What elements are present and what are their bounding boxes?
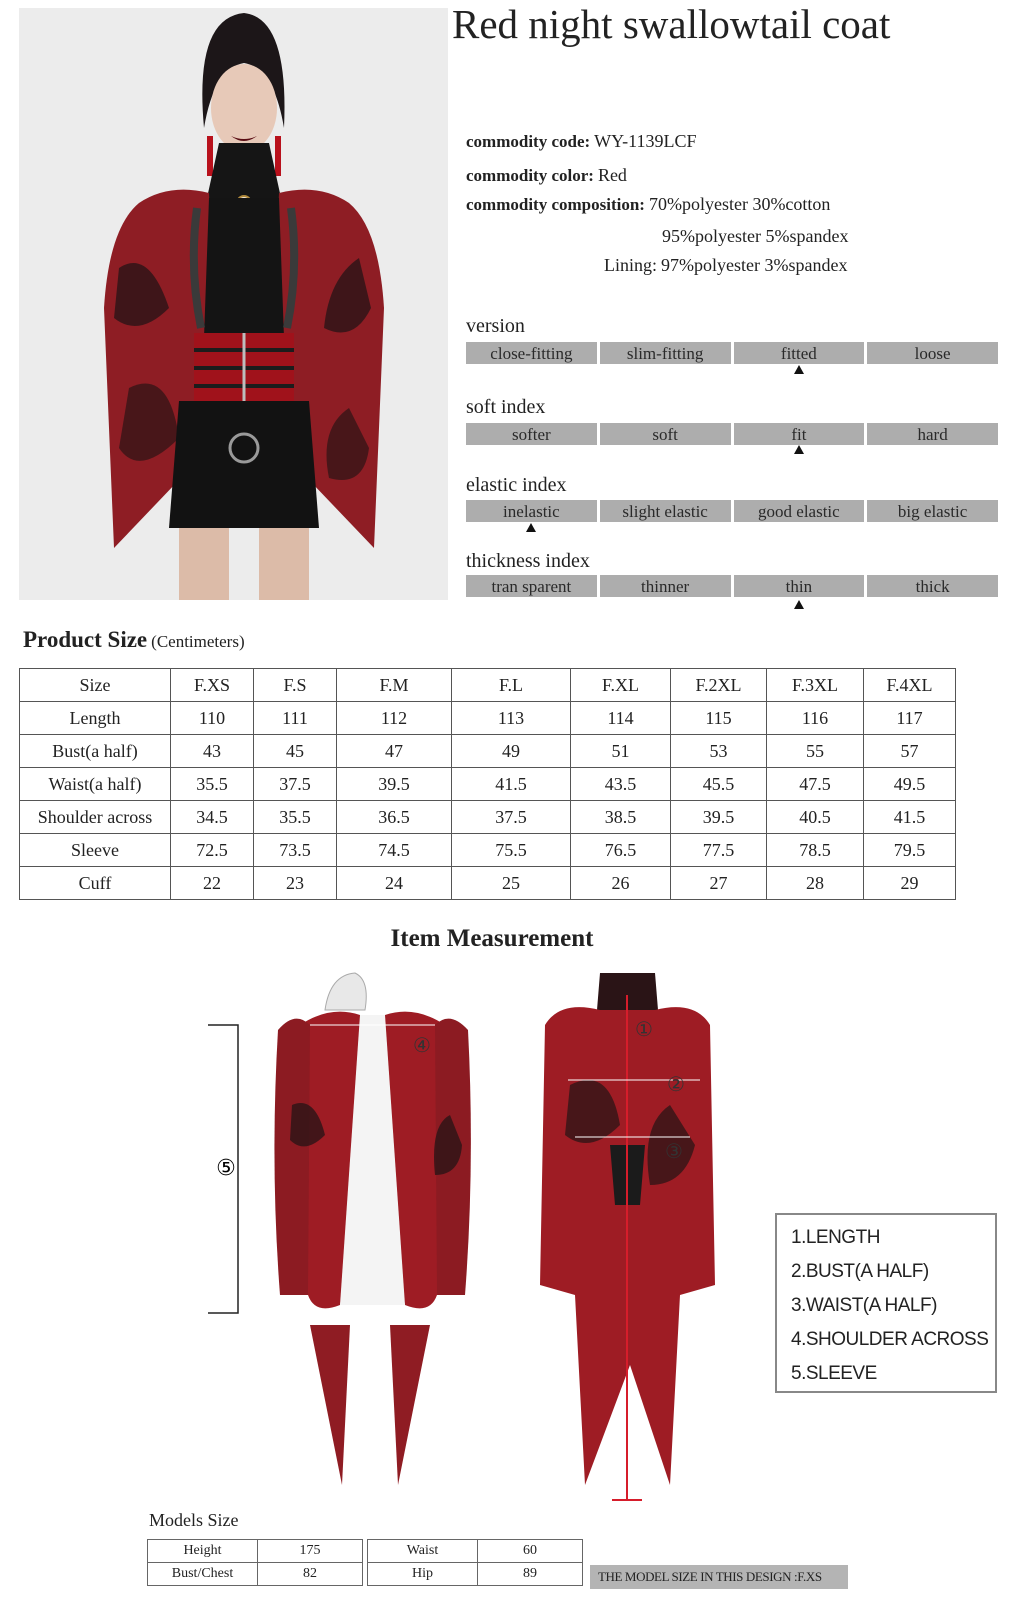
table-row [20, 834, 956, 867]
table-cell: 45.5 [671, 768, 767, 801]
product-title: Red night swallowtail coat [452, 1, 891, 47]
table-cell: 74.5 [337, 834, 452, 867]
composition-line2: 95%polyester 5%spandex [662, 226, 849, 246]
size-heading [23, 627, 245, 653]
table-cell: F.4XL [864, 669, 956, 702]
soft-option: softer [466, 423, 597, 445]
table-cell: F.2XL [671, 669, 767, 702]
table-cell: F.S [254, 669, 337, 702]
elastic-selected-marker [526, 523, 536, 532]
hip-value: 89 [478, 1563, 583, 1586]
version-title: version [466, 315, 525, 337]
elastic-title: elastic index [466, 474, 567, 496]
version-option: close-fitting [466, 342, 597, 364]
table-cell: 72.5 [171, 834, 254, 867]
table-cell: 35.5 [171, 768, 254, 801]
thickness-option: thick [867, 575, 998, 597]
table-row [20, 867, 956, 900]
table-cell: 53 [671, 735, 767, 768]
measurement-diagram [200, 965, 760, 1525]
table-cell: 110 [171, 702, 254, 735]
version-option: slim-fitting [600, 342, 731, 364]
row-label: Cuff [20, 867, 171, 900]
thickness-title: thickness index [466, 550, 590, 572]
table-cell: 49 [452, 735, 571, 768]
version-bar [466, 342, 998, 364]
thickness-selected-marker [794, 600, 804, 609]
elastic-option: good elastic [734, 500, 865, 522]
version-option: loose [867, 342, 998, 364]
legend-item: 1.LENGTH [791, 1227, 880, 1248]
row-label: Bust(a half) [20, 735, 171, 768]
size-heading-title: Product Size [23, 627, 148, 652]
table-row [20, 735, 956, 768]
marker-3: ③ [665, 1139, 683, 1163]
bust-label: Bust/Chest [148, 1563, 258, 1586]
table-row [20, 768, 956, 801]
table-row [148, 1563, 363, 1586]
row-label: Waist(a half) [20, 768, 171, 801]
table-cell: 41.5 [452, 768, 571, 801]
elastic-option: inelastic [466, 500, 597, 522]
soft-option: hard [867, 423, 998, 445]
color-row [466, 165, 627, 186]
table-cell: 34.5 [171, 801, 254, 834]
table-cell: 49.5 [864, 768, 956, 801]
row-label: Sleeve [20, 834, 171, 867]
table-cell: 37.5 [254, 768, 337, 801]
table-cell: F.L [452, 669, 571, 702]
marker-2: ② [667, 1072, 685, 1096]
table-cell: 37.5 [452, 801, 571, 834]
legend-item: 3.WAIST(A HALF) [791, 1295, 937, 1316]
table-cell: 116 [767, 702, 864, 735]
table-cell: 117 [864, 702, 956, 735]
lining-value: 97%polyester 3%spandex [661, 255, 848, 275]
table-cell: 114 [571, 702, 671, 735]
table-cell: 36.5 [337, 801, 452, 834]
size-heading-unit: (Centimeters) [151, 632, 245, 651]
table-cell: 25 [452, 867, 571, 900]
table-cell: 41.5 [864, 801, 956, 834]
composition-label: commodity composition: [466, 195, 645, 214]
table-cell: F.XS [171, 669, 254, 702]
table-cell: 27 [671, 867, 767, 900]
thickness-bar [466, 575, 998, 597]
table-cell: 78.5 [767, 834, 864, 867]
soft-option: soft [600, 423, 731, 445]
model-photo [19, 8, 448, 600]
lining-label: Lining: [604, 255, 657, 275]
model-size-note: THE MODEL SIZE IN THIS DESIGN :F.XS [590, 1565, 848, 1589]
row-label: Size [20, 669, 171, 702]
waist-label: Waist [368, 1540, 478, 1563]
elastic-option: slight elastic [600, 500, 731, 522]
legend-item: 2.BUST(A HALF) [791, 1261, 929, 1282]
table-cell: 79.5 [864, 834, 956, 867]
soft-selected-marker [794, 445, 804, 454]
table-cell: 40.5 [767, 801, 864, 834]
table-cell: 24 [337, 867, 452, 900]
marker-4: ④ [413, 1033, 431, 1057]
model-illustration [19, 8, 448, 600]
marker-5: ⑤ [216, 1156, 236, 1181]
table-cell: 43.5 [571, 768, 671, 801]
measurement-title: Item Measurement [390, 925, 594, 952]
color-value: Red [597, 165, 627, 185]
table-cell: F.XL [571, 669, 671, 702]
models-table-left [147, 1539, 363, 1586]
table-cell: 39.5 [671, 801, 767, 834]
table-row [368, 1563, 583, 1586]
table-cell: 51 [571, 735, 671, 768]
table-cell: F.3XL [767, 669, 864, 702]
table-cell: 55 [767, 735, 864, 768]
code-row [466, 131, 697, 152]
table-cell: 112 [337, 702, 452, 735]
composition-row [466, 194, 830, 215]
table-row [20, 702, 956, 735]
table-cell: 45 [254, 735, 337, 768]
table-cell: 73.5 [254, 834, 337, 867]
height-value: 175 [258, 1540, 363, 1563]
table-cell: 47 [337, 735, 452, 768]
version-option: fitted [734, 342, 865, 364]
table-cell: 28 [767, 867, 864, 900]
table-cell: 23 [254, 867, 337, 900]
table-cell: 38.5 [571, 801, 671, 834]
code-value: WY-1139LCF [594, 131, 697, 151]
table-cell: 115 [671, 702, 767, 735]
legend-item: 5.SLEEVE [791, 1363, 877, 1384]
coat-back [540, 973, 715, 1500]
elastic-option: big elastic [867, 500, 998, 522]
hip-label: Hip [368, 1563, 478, 1586]
soft-bar [466, 423, 998, 445]
table-cell: 22 [171, 867, 254, 900]
version-selected-marker [794, 365, 804, 374]
size-table [19, 668, 956, 900]
table-row [20, 801, 956, 834]
table-cell: 47.5 [767, 768, 864, 801]
lining-row [604, 255, 847, 276]
table-cell: F.M [337, 669, 452, 702]
soft-title: soft index [466, 396, 546, 418]
color-label: commodity color: [466, 166, 594, 185]
table-cell: 35.5 [254, 801, 337, 834]
thickness-option: thin [734, 575, 865, 597]
table-cell: 39.5 [337, 768, 452, 801]
thickness-option: thinner [600, 575, 731, 597]
bust-value: 82 [258, 1563, 363, 1586]
legend-item: 4.SHOULDER ACROSS [791, 1329, 989, 1350]
row-label: Shoulder across [20, 801, 171, 834]
table-cell: 77.5 [671, 834, 767, 867]
table-cell: 26 [571, 867, 671, 900]
waist-value: 60 [478, 1540, 583, 1563]
models-heading: Models Size [149, 1510, 239, 1530]
table-cell: 29 [864, 867, 956, 900]
soft-option: fit [734, 423, 865, 445]
table-cell: 43 [171, 735, 254, 768]
table-row [368, 1540, 583, 1563]
table-cell: 75.5 [452, 834, 571, 867]
thickness-option: tran sparent [466, 575, 597, 597]
table-row [148, 1540, 363, 1563]
models-table-right [367, 1539, 583, 1586]
composition-line1: 70%polyester 30%cotton [648, 194, 831, 214]
table-cell: 76.5 [571, 834, 671, 867]
height-label: Height [148, 1540, 258, 1563]
table-cell: 57 [864, 735, 956, 768]
marker-1: ① [635, 1017, 653, 1041]
row-label: Length [20, 702, 171, 735]
table-cell: 113 [452, 702, 571, 735]
table-cell: 111 [254, 702, 337, 735]
elastic-bar [466, 500, 998, 522]
measurement-legend [775, 1213, 997, 1393]
table-header-row [20, 669, 956, 702]
coat-front [274, 973, 470, 1485]
code-label: commodity code: [466, 132, 591, 151]
